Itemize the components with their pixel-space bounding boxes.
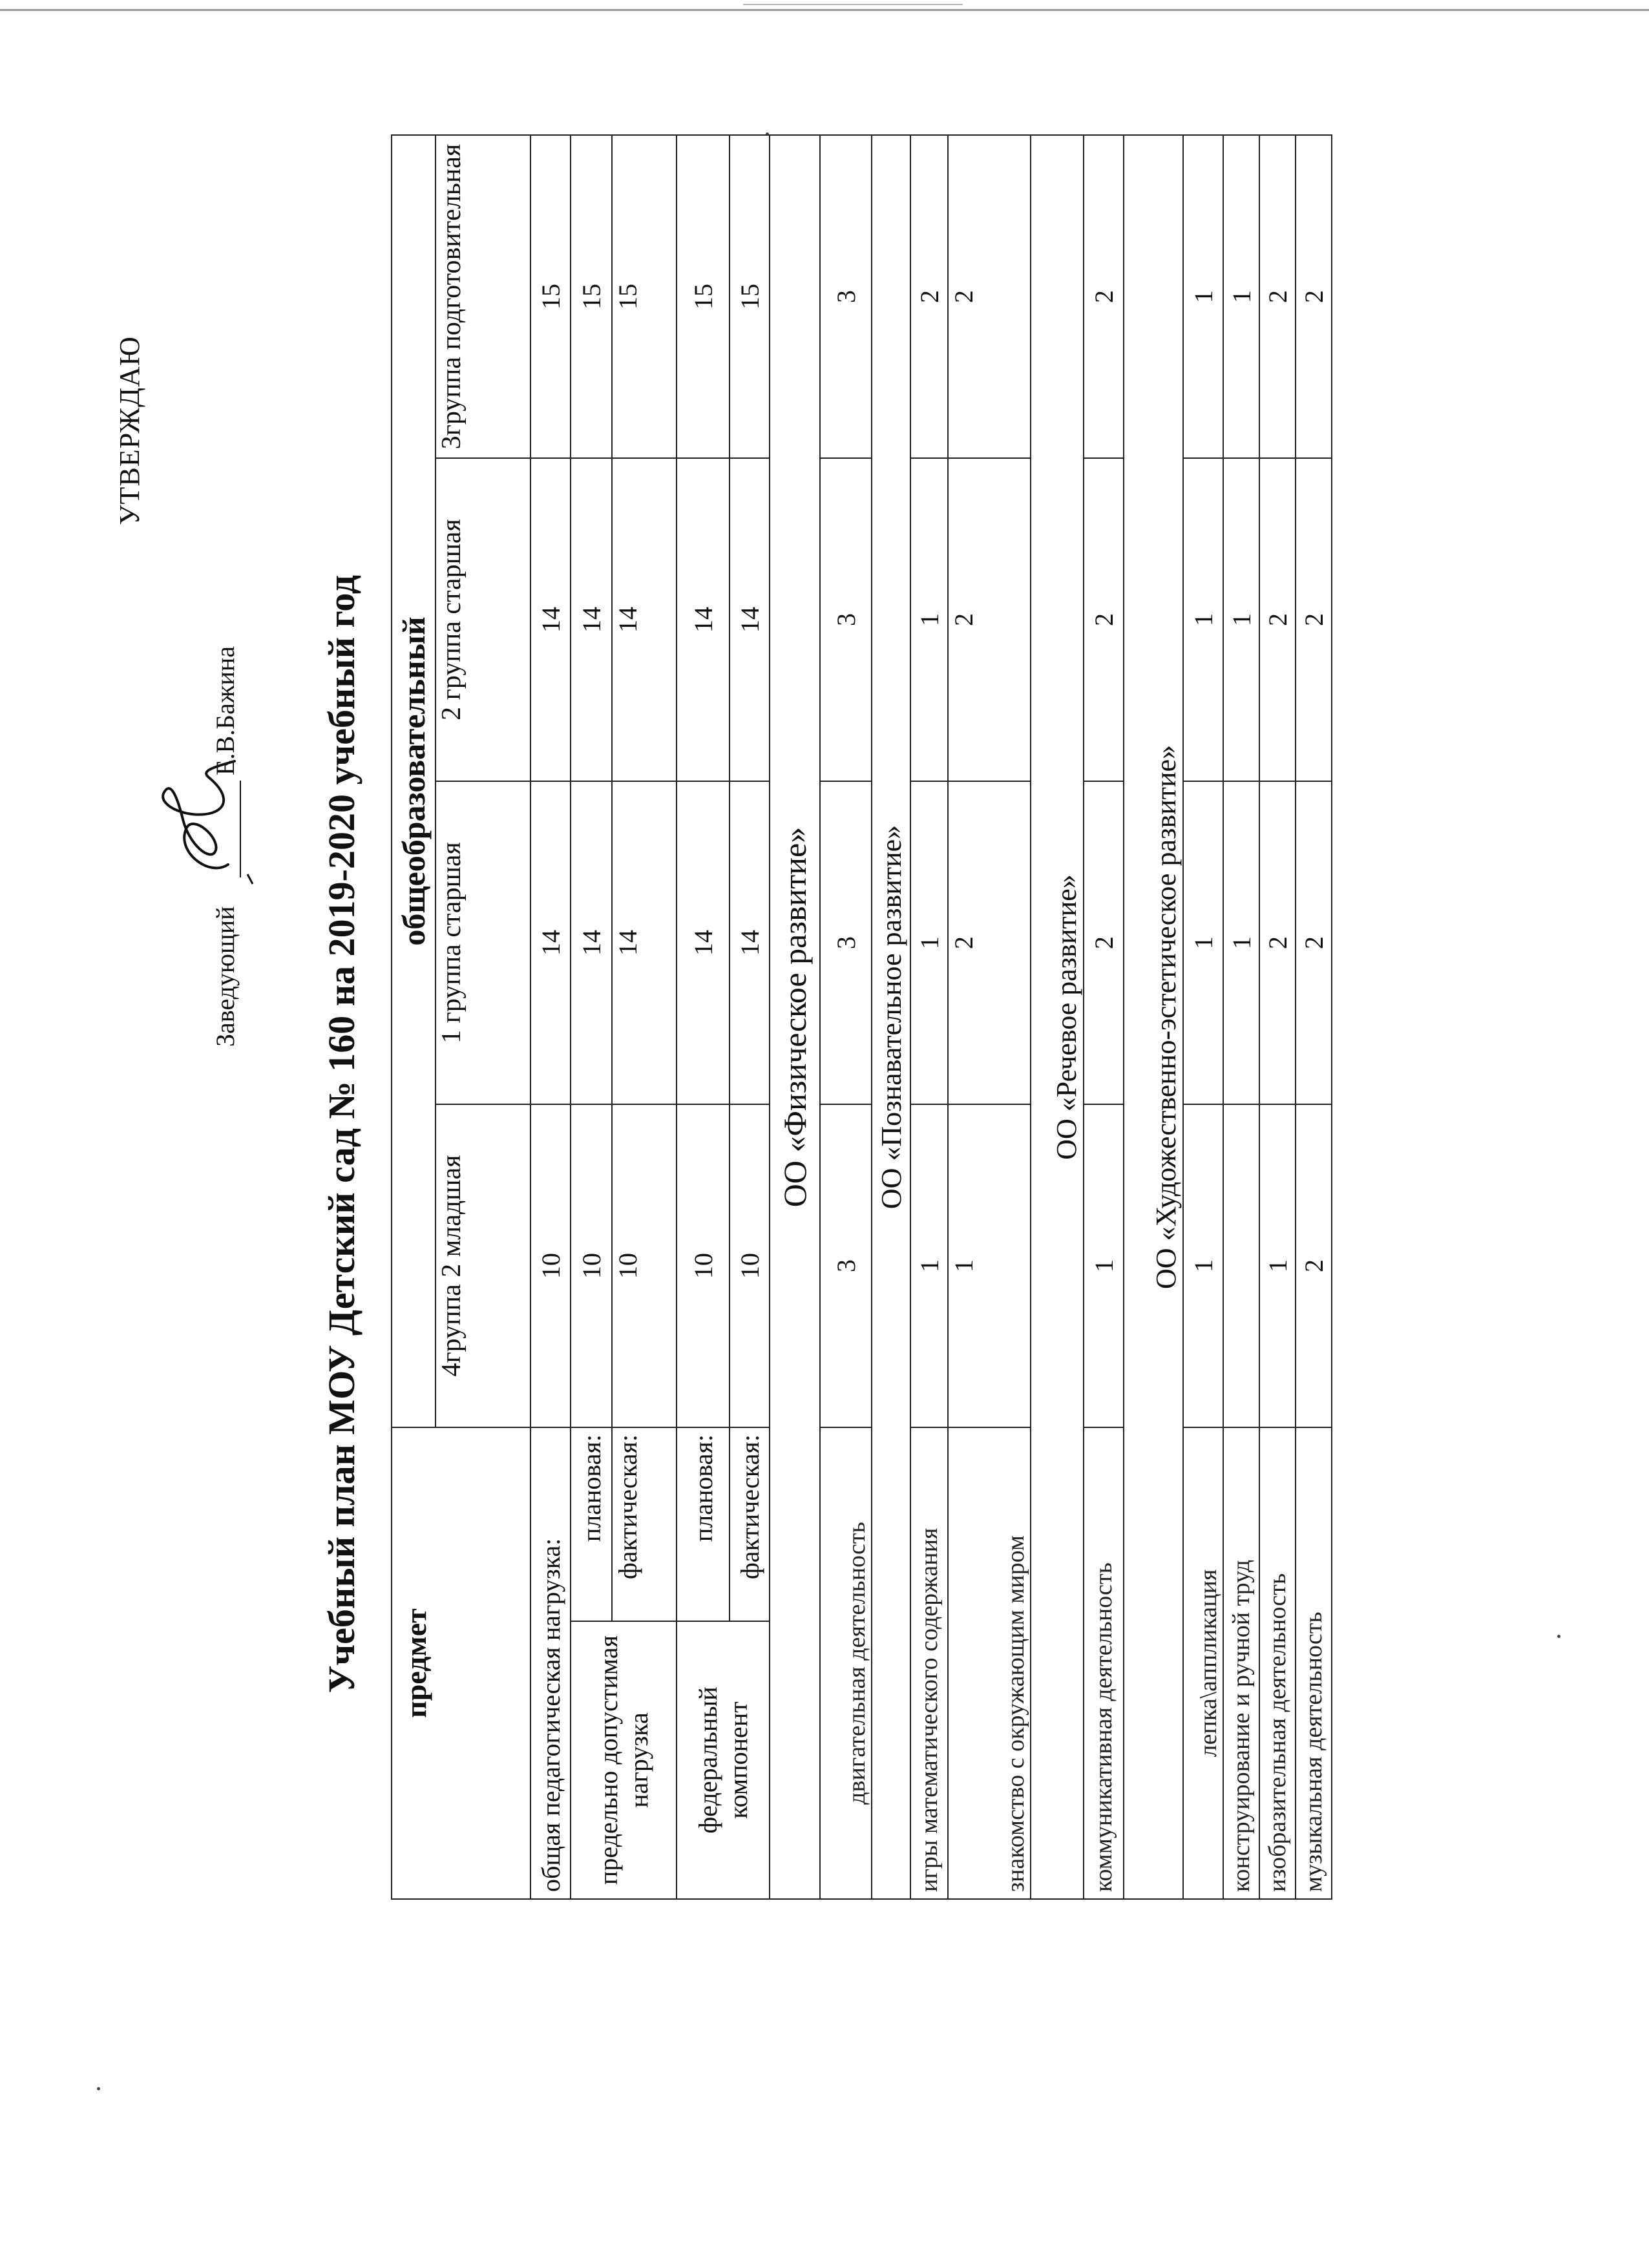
table-cell (1223, 1104, 1259, 1427)
subject-name: двигательная деятельность (820, 1427, 872, 1899)
planned-label: плановая: (571, 1427, 612, 1621)
table-row (1223, 135, 1259, 1899)
table-cell: 2 (1084, 458, 1124, 781)
table-cell: 1 (1183, 458, 1223, 781)
section-title: ОО «Познавательное развитие» (872, 135, 910, 1899)
table-cell: 3 (820, 1104, 872, 1427)
table-cell: 15 (730, 135, 770, 458)
table-row (530, 135, 571, 1899)
table-cell: 2 (1259, 458, 1296, 781)
approval-word: УТВЕРЖДАЮ (114, 336, 145, 525)
document-title: Учебный план МОУ Детский сад № 160 на 2019-2020 учебный год (320, 574, 362, 1694)
table-cell: 1 (1223, 135, 1259, 458)
table-row (910, 135, 948, 1899)
table-cell: 10 (677, 1104, 730, 1427)
table-cell: 10 (730, 1104, 770, 1427)
table-cell: 14 (571, 781, 612, 1104)
table-cell: 3 (820, 458, 872, 781)
table-row (571, 135, 612, 1899)
table-row (1084, 135, 1124, 1899)
table-cell: 2 (948, 458, 1031, 781)
table-cell: 15 (612, 135, 677, 458)
table-cell: 14 (730, 781, 770, 1104)
table-cell: 2 (1259, 135, 1296, 458)
group-header: 3группа подготовительная (436, 135, 530, 458)
table-cell: 14 (612, 458, 677, 781)
approval-block (113, 336, 268, 1047)
section-row (770, 135, 820, 1899)
table-cell: 1 (910, 781, 948, 1104)
table-cell: 1 (1223, 458, 1259, 781)
table-cell: 14 (730, 458, 770, 781)
program-header: общеобразовательный (392, 135, 436, 1427)
table-cell: 10 (530, 1104, 571, 1427)
subject-name: изобразительная деятельность (1259, 1427, 1296, 1899)
signature-line (240, 781, 241, 877)
table-cell: 10 (571, 1104, 612, 1427)
section-row (1031, 135, 1084, 1899)
table-cell: 14 (530, 458, 571, 781)
subject-name: коммуникативная деятельность (1084, 1427, 1124, 1899)
table-cell: 2 (1259, 781, 1296, 1104)
table-row (1259, 135, 1296, 1899)
table-cell: 3 (820, 781, 872, 1104)
table-row (1296, 135, 1332, 1899)
subject-header: предмет (392, 1427, 530, 1899)
planned-label: плановая: (677, 1427, 730, 1621)
table-cell: 10 (612, 1104, 677, 1427)
table-cell: 14 (530, 781, 571, 1104)
table-row (948, 135, 1031, 1899)
subject-name: знакомство с окружающим миром (948, 1427, 1031, 1899)
actual-label: фактическая: (730, 1427, 770, 1621)
section-row (1124, 135, 1183, 1899)
curriculum-table (391, 134, 1332, 1900)
table-cell: 15 (571, 135, 612, 458)
table-cell: 2 (910, 135, 948, 458)
table-cell: 15 (677, 135, 730, 458)
table-cell: 14 (677, 781, 730, 1104)
table-cell: 2 (1296, 781, 1332, 1104)
group-header: 4группа 2 младшая (436, 1104, 530, 1427)
section-title: ОО «Художественно-эстетическое развитие» (1124, 135, 1183, 1899)
table-row (677, 135, 730, 1899)
table-row (820, 135, 872, 1899)
federal-label: федеральный компонент (677, 1621, 770, 1899)
table-row (1183, 135, 1223, 1899)
total-load-label: общая педагогическая нагрузка: (530, 1427, 571, 1899)
table-cell: 2 (948, 781, 1031, 1104)
table-cell: 1 (1084, 1104, 1124, 1427)
actual-label: фактическая: (612, 1427, 677, 1621)
subject-name: конструирование и ручной труд (1223, 1427, 1259, 1899)
table-cell: 3 (820, 135, 872, 458)
table-cell: 1 (1183, 135, 1223, 458)
table-cell: 15 (530, 135, 571, 458)
table-cell: 14 (612, 781, 677, 1104)
head-position: Заведующий (211, 906, 240, 1047)
table-cell: 2 (1296, 458, 1332, 781)
header-row (392, 135, 436, 1899)
table-cell: 2 (948, 135, 1031, 458)
group-header: 2 группа старшая (436, 458, 530, 781)
section-row (872, 135, 910, 1899)
group-header: 1 группа старшая (436, 781, 530, 1104)
table-cell: 1 (1183, 1104, 1223, 1427)
head-name: Е.В.Бажина (211, 646, 240, 775)
max-load-label: предельно допустимая нагрузка (571, 1621, 677, 1899)
section-title: ОО «Речевое развитие» (1031, 135, 1084, 1899)
table-cell: 2 (1084, 135, 1124, 458)
table-cell: 1 (1223, 781, 1259, 1104)
subject-name: музыкальная деятельность (1296, 1427, 1332, 1899)
subject-name: игры математического содержания (910, 1427, 948, 1899)
table-cell: 14 (571, 458, 612, 781)
table-cell: 1 (910, 1104, 948, 1427)
table-cell: 14 (677, 458, 730, 781)
table-cell: 2 (1296, 1104, 1332, 1427)
table-cell: 1 (910, 458, 948, 781)
section-title: ОО «Физическое развитие» (770, 135, 820, 1899)
table-cell: 2 (1296, 135, 1332, 458)
table-cell: 2 (1084, 781, 1124, 1104)
table-cell: 1 (1259, 1104, 1296, 1427)
table-cell: 1 (948, 1104, 1031, 1427)
subject-name: лепка\аппликация (1183, 1427, 1223, 1899)
table-cell: 1 (1183, 781, 1223, 1104)
